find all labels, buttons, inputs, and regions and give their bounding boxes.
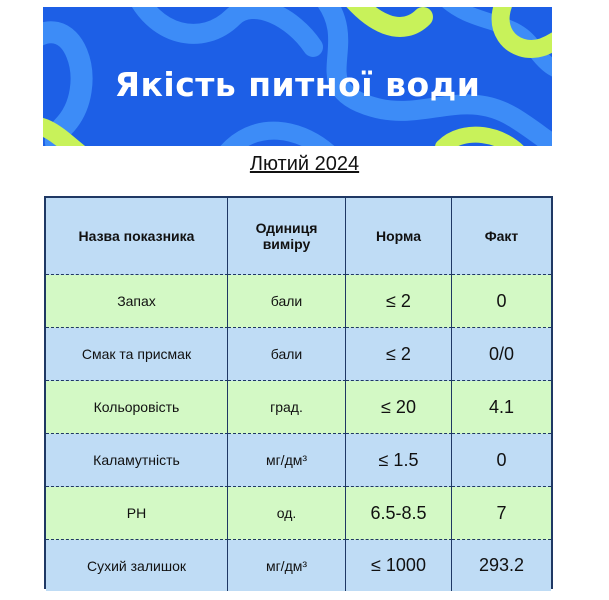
row-name: Кольоровість — [46, 381, 228, 434]
row-unit: бали — [228, 328, 346, 381]
row-norm: ≤ 1.5 — [346, 434, 452, 487]
row-fact: 7 — [452, 487, 551, 540]
row-fact: 4.1 — [452, 381, 551, 434]
header-fact: Факт — [452, 198, 551, 275]
row-name: Запах — [46, 275, 228, 328]
row-norm: ≤ 2 — [346, 275, 452, 328]
header-banner — [43, 7, 552, 146]
water-quality-table — [44, 196, 553, 589]
header-unit: Одиниця виміру — [228, 198, 346, 275]
row-unit: бали — [228, 275, 346, 328]
row-unit: мг/дм³ — [228, 434, 346, 487]
header-name: Назва показника — [46, 198, 228, 275]
row-unit: мг/дм³ — [228, 540, 346, 591]
row-norm: ≤ 1000 — [346, 540, 452, 591]
row-norm: ≤ 20 — [346, 381, 452, 434]
banner-title: Якість питної води — [114, 65, 481, 104]
header-norm: Норма — [346, 198, 452, 275]
row-fact: 293.2 — [452, 540, 551, 591]
row-fact: 0 — [452, 434, 551, 487]
row-unit: од. — [228, 487, 346, 540]
row-name: Каламутність — [46, 434, 228, 487]
row-unit: град. — [228, 381, 346, 434]
row-name: Смак та присмак — [46, 328, 228, 381]
row-norm: 6.5-8.5 — [346, 487, 452, 540]
report-period: Лютий 2024 — [249, 153, 360, 175]
row-fact: 0/0 — [452, 328, 551, 381]
row-name: PH — [46, 487, 228, 540]
row-fact: 0 — [452, 275, 551, 328]
row-norm: ≤ 2 — [346, 328, 452, 381]
row-name: Сухий залишок — [46, 540, 228, 591]
